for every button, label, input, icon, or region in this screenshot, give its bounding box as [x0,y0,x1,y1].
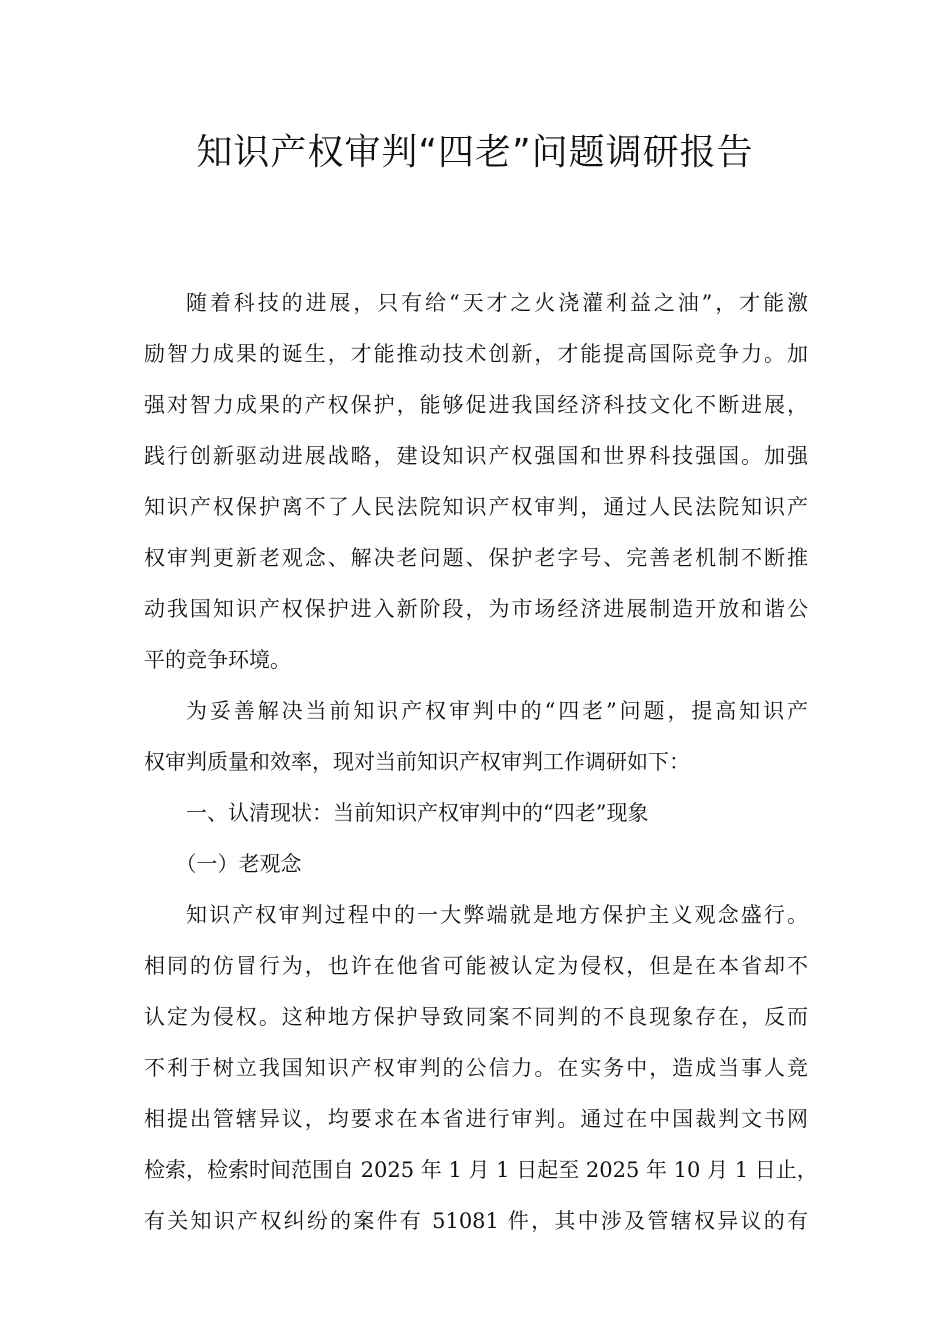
paragraph-old-concepts [144,890,818,1247]
text-line: 检索，检索时间范围自 2025 年 1 月 1 日起至 2025 年 10 月 1 日止， [144,1158,818,1182]
text-line: 强对智力成果的产权保护，能够促进我国经济科技文化不断进展， [144,393,808,417]
text-line: 平的竞争环境。 [144,648,291,672]
paragraph-intro [144,278,808,686]
document-title: 知识产权审判“四老”问题调研报告 [196,132,754,173]
text-line: 相提出管辖异议，均要求在本省进行审判。通过在中国裁判文书网 [144,1107,808,1131]
text-line: 践行创新驱动进展战略，建设知识产权强国和世界科技强国。加强 [144,444,808,468]
text-line: 随着科技的进展，只有给“天才之火浇灌利益之油”，才能激 [186,291,808,315]
text-line: 励智力成果的诞生，才能推动技术创新，才能提高国际竞争力。加 [144,342,808,366]
text-line: 认定为侵权。这种地方保护导致同案不同判的不良现象存在，反而 [144,1005,808,1029]
text-line: 动我国知识产权保护进入新阶段，为市场经济进展制造开放和谐公 [144,597,808,621]
text-line: 相同的仿冒行为，也许在他省可能被认定为侵权，但是在本省却不 [144,954,808,978]
text-line: 不利于树立我国知识产权审判的公信力。在实务中，造成当事人竞 [144,1056,808,1080]
text-line: 权审判更新老观念、解决老问题、保护老字号、完善老机制不断推 [144,546,808,570]
sub-heading: （一）老观念 [175,852,302,876]
text-line: 有关知识产权纠纷的案件有 51081 件，其中涉及管辖权异议的有 [144,1209,808,1233]
paragraph-purpose [144,686,808,788]
document-body [144,278,818,1247]
section-heading: 一、认清现状：当前知识产权审判中的“四老”现象 [186,801,649,825]
text-line: 权审判质量和效率，现对当前知识产权审判工作调研如下： [144,750,690,774]
text-line: 知识产权审判过程中的一大弊端就是地方保护主义观念盛行。 [186,903,808,927]
text-line: 为妥善解决当前知识产权审判中的“四老”问题，提高知识产 [186,699,808,723]
text-line: 知识产权保护离不了人民法院知识产权审判，通过人民法院知识产 [144,495,808,519]
